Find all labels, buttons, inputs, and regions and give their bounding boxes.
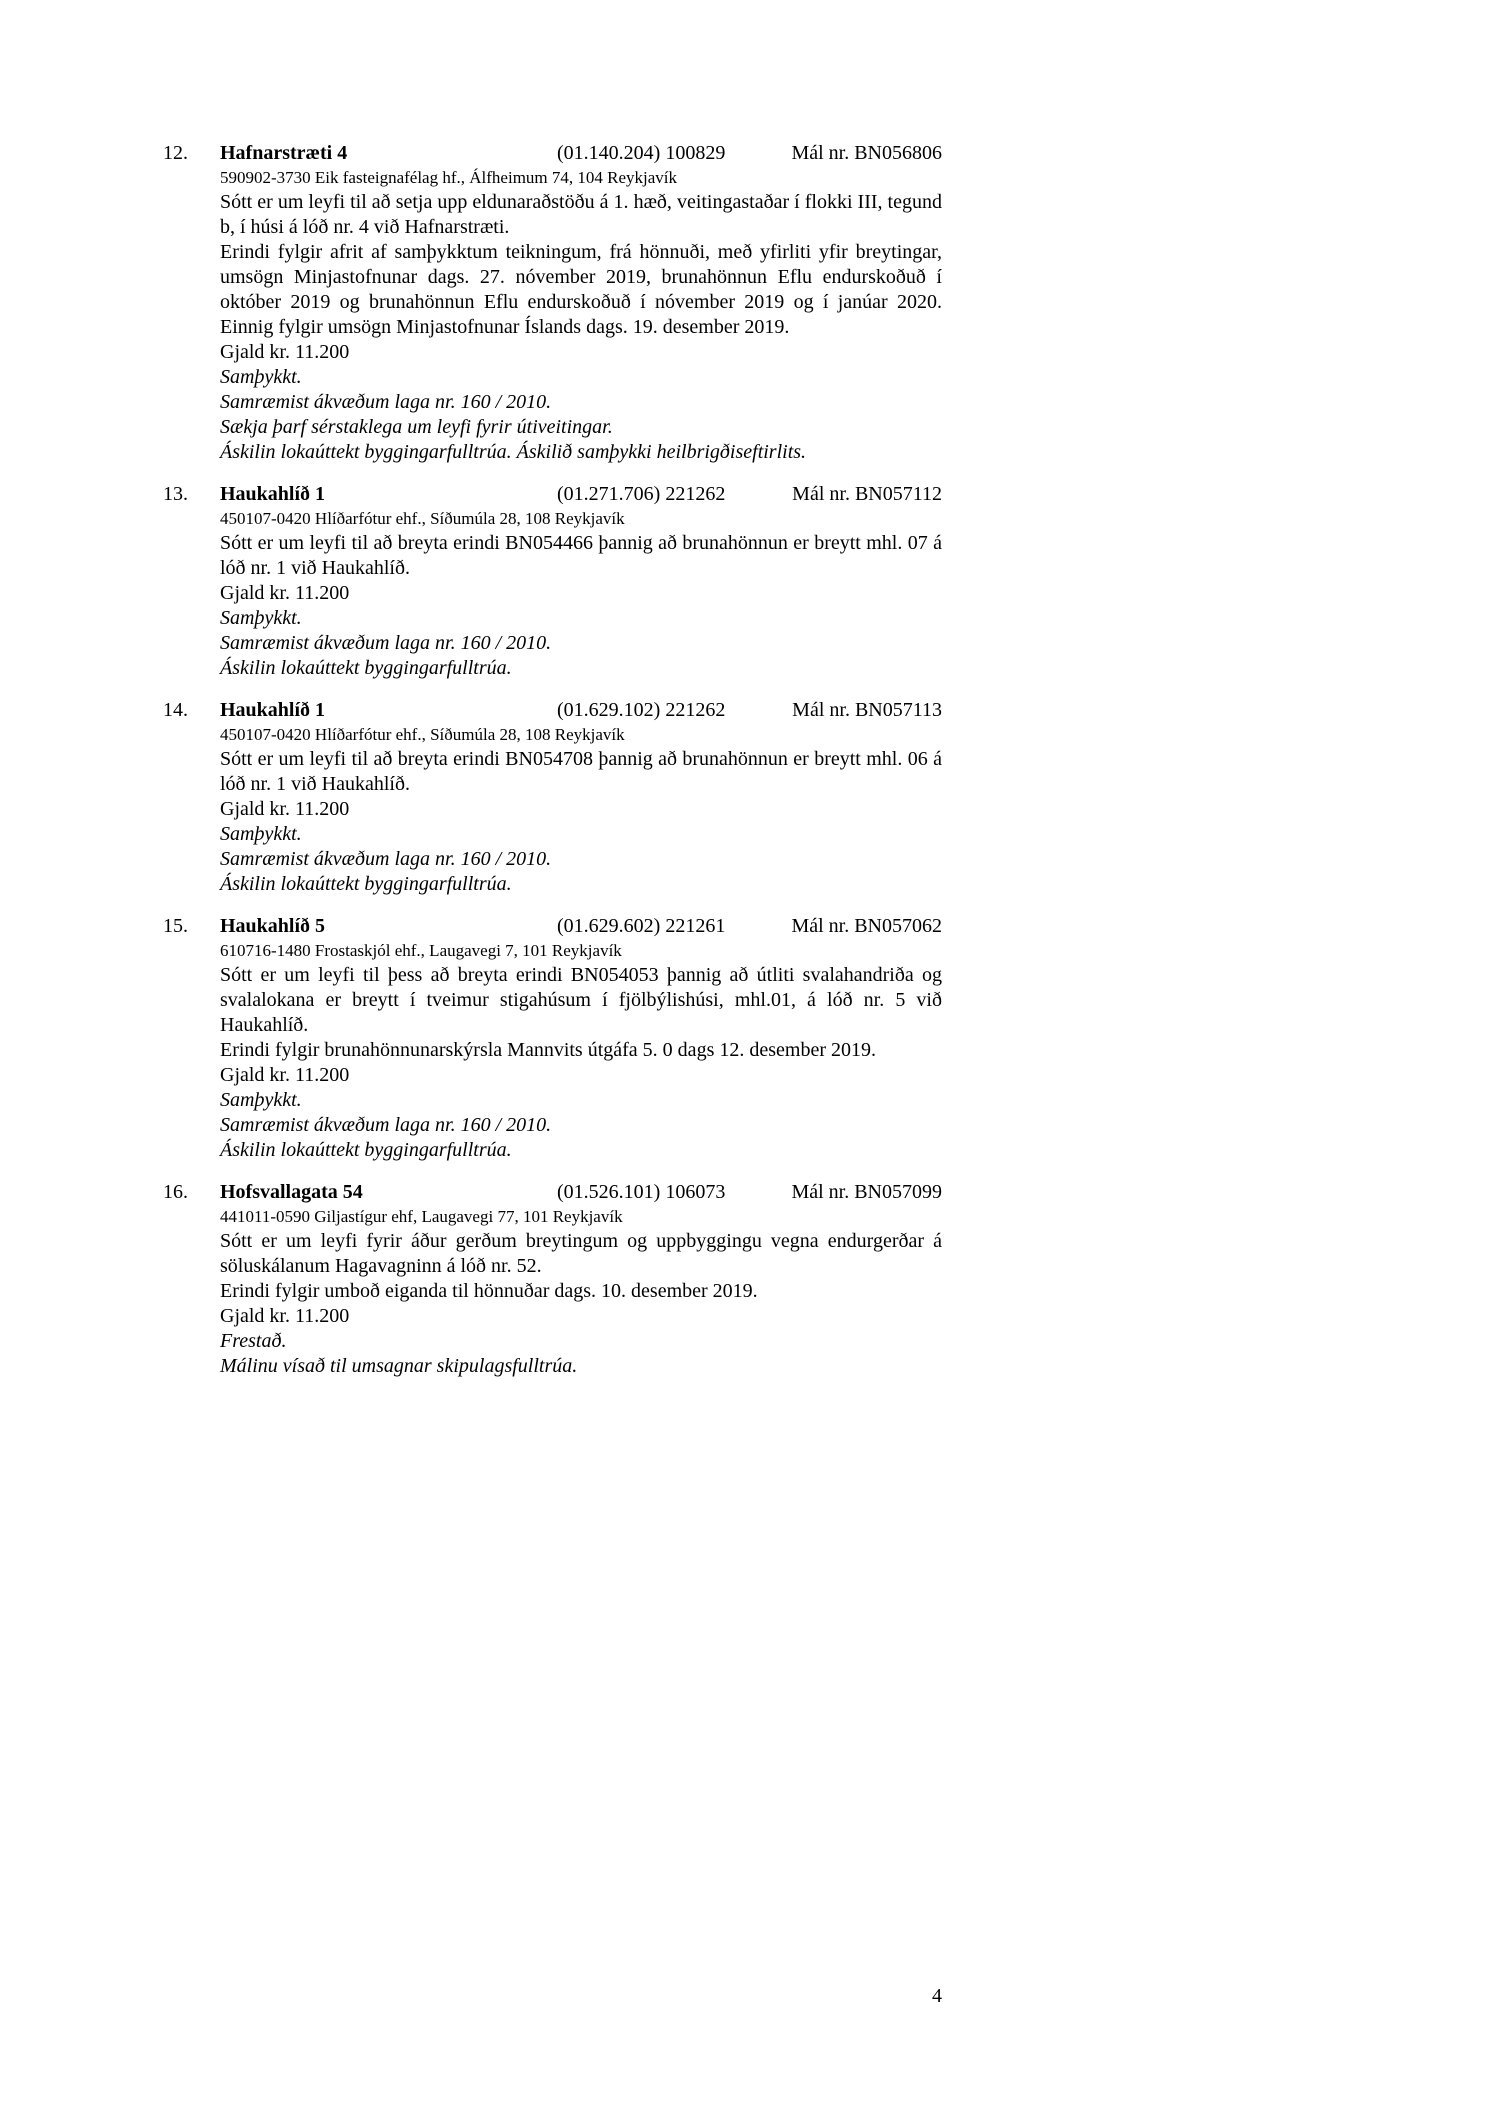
decision-line: Samþykkt. (220, 1089, 302, 1111)
case-body (220, 1229, 942, 1329)
case-header (163, 913, 942, 939)
case-item (163, 697, 942, 897)
case-item (163, 481, 942, 681)
case-title: Hafnarstræti 4 (220, 142, 348, 164)
decision-line: Áskilin lokaúttekt byggingarfulltrúa. (220, 657, 512, 679)
case-owner-line: 590902-3730 Eik fasteignafélag hf., Álfheimum 74, 104 Reykjavík (220, 168, 678, 187)
decision-line: Samþykkt. (220, 366, 302, 388)
decision-line: Samræmist ákvæðum laga nr. 160 / 2010. (220, 632, 552, 654)
case-owner-line: 610716-1480 Frostaskjól ehf., Laugavegi 7, 101 Reykjavík (220, 941, 622, 960)
case-paragraph: Sótt er um leyfi til að breyta erindi BN054708 þannig að brunahönnun er breytt mhl. 06 á lóð nr. 1 við Haukahlíð. (220, 748, 942, 795)
case-item (163, 913, 942, 1163)
case-paragraph: Sótt er um leyfi til þess að breyta erindi BN054053 þannig að útliti svalahandriða og svalalokana er breytt í tveimur stigahúsum í fjölbýlishúsi, mhl.01, á lóð nr. 5 við Haukahlíð. (220, 964, 942, 1036)
case-ref: Mál nr. BN057062 (791, 915, 942, 937)
decision-line: Samræmist ákvæðum laga nr. 160 / 2010. (220, 848, 552, 870)
case-number: 12. (163, 142, 188, 164)
document-content (163, 140, 942, 1395)
decision-line: Samræmist ákvæðum laga nr. 160 / 2010. (220, 1114, 552, 1136)
case-paragraph: Erindi fylgir afrit af samþykktum teikningum, frá hönnuði, með yfirliti yfir breytingar, umsögn Minjastofnunar dags. 27. nóvember 2019, brunahönnun Eflu endurskoðuð í október 2019 og brunahönnun Eflu endurskoðuð í nóvember 2019 og í janúar 2020. Einnig fylgir umsögn Minjastofnunar Íslands dags. 19. desember 2019. (220, 241, 942, 338)
page-number: 4 (932, 1985, 942, 2007)
case-paragraph: Sótt er um leyfi fyrir áður gerðum breytingum og uppbyggingu vegna endurgerðar á söluskálanum Hagavagninn á lóð nr. 52. (220, 1230, 942, 1277)
decision-line: Áskilin lokaúttekt byggingarfulltrúa. (220, 873, 512, 895)
decision-line: Sækja þarf sérstaklega um leyfi fyrir útiveitingar. (220, 416, 613, 438)
case-owner-line: 450107-0420 Hlíðarfótur ehf., Síðumúla 28, 108 Reykjavík (220, 509, 625, 528)
case-header (163, 1179, 942, 1205)
case-title: Hofsvallagata 54 (220, 1181, 363, 1203)
case-decision (220, 606, 942, 681)
case-code: (01.271.706) 221262 (557, 483, 726, 505)
case-decision (220, 1088, 942, 1163)
decision-line: Samþykkt. (220, 823, 302, 845)
case-title: Haukahlíð 5 (220, 915, 326, 937)
case-body (220, 531, 942, 606)
case-owner-line: 450107-0420 Hlíðarfótur ehf., Síðumúla 28, 108 Reykjavík (220, 725, 625, 744)
case-paragraph: Gjald kr. 11.200 (220, 798, 350, 820)
case-code: (01.629.602) 221261 (557, 915, 726, 937)
case-ref: Mál nr. BN057099 (791, 1181, 942, 1203)
case-number: 16. (163, 1181, 188, 1203)
case-paragraph: Erindi fylgir brunahönnunarskýrsla Mannvits útgáfa 5. 0 dags 12. desember 2019. (220, 1039, 876, 1061)
decision-line: Málinu vísað til umsagnar skipulagsfulltrúa. (220, 1355, 578, 1377)
case-item (163, 140, 942, 465)
case-paragraph: Gjald kr. 11.200 (220, 1305, 350, 1327)
case-header (163, 697, 942, 723)
case-ref: Mál nr. BN057113 (792, 699, 942, 721)
case-ref: Mál nr. BN057112 (792, 483, 942, 505)
decision-line: Áskilin lokaúttekt byggingarfulltrúa. (220, 1139, 512, 1161)
case-paragraph: Gjald kr. 11.200 (220, 582, 350, 604)
decision-line: Samþykkt. (220, 607, 302, 629)
case-number: 15. (163, 915, 188, 937)
decision-line: Samræmist ákvæðum laga nr. 160 / 2010. (220, 391, 552, 413)
case-decision (220, 822, 942, 897)
case-decision (220, 365, 942, 465)
case-header (163, 481, 942, 507)
case-code: (01.629.102) 221262 (557, 699, 726, 721)
case-title: Haukahlíð 1 (220, 699, 326, 721)
case-number: 13. (163, 483, 188, 505)
case-body (220, 747, 942, 822)
case-code: (01.140.204) 100829 (557, 142, 726, 164)
case-number: 14. (163, 699, 188, 721)
case-ref: Mál nr. BN056806 (791, 142, 942, 164)
case-header (163, 140, 942, 166)
case-body (220, 963, 942, 1088)
case-paragraph: Gjald kr. 11.200 (220, 341, 350, 363)
decision-line: Áskilin lokaúttekt byggingarfulltrúa. Áskilið samþykki heilbrigðiseftirlits. (220, 441, 807, 463)
case-paragraph: Erindi fylgir umboð eiganda til hönnuðar dags. 10. desember 2019. (220, 1280, 758, 1302)
case-code: (01.526.101) 106073 (557, 1181, 726, 1203)
case-owner-line: 441011-0590 Giljastígur ehf, Laugavegi 77, 101 Reykjavík (220, 1207, 623, 1226)
decision-line: Frestað. (220, 1330, 287, 1352)
case-paragraph: Sótt er um leyfi til að setja upp eldunaraðstöðu á 1. hæð, veitingastaðar í flokki III, tegund b, í húsi á lóð nr. 4 við Hafnarstræti. (220, 191, 942, 238)
case-paragraph: Sótt er um leyfi til að breyta erindi BN054466 þannig að brunahönnun er breytt mhl. 07 á lóð nr. 1 við Haukahlíð. (220, 532, 942, 579)
case-paragraph: Gjald kr. 11.200 (220, 1064, 350, 1086)
case-body (220, 190, 942, 365)
case-item (163, 1179, 942, 1379)
case-title: Haukahlíð 1 (220, 483, 326, 505)
case-decision (220, 1329, 942, 1379)
